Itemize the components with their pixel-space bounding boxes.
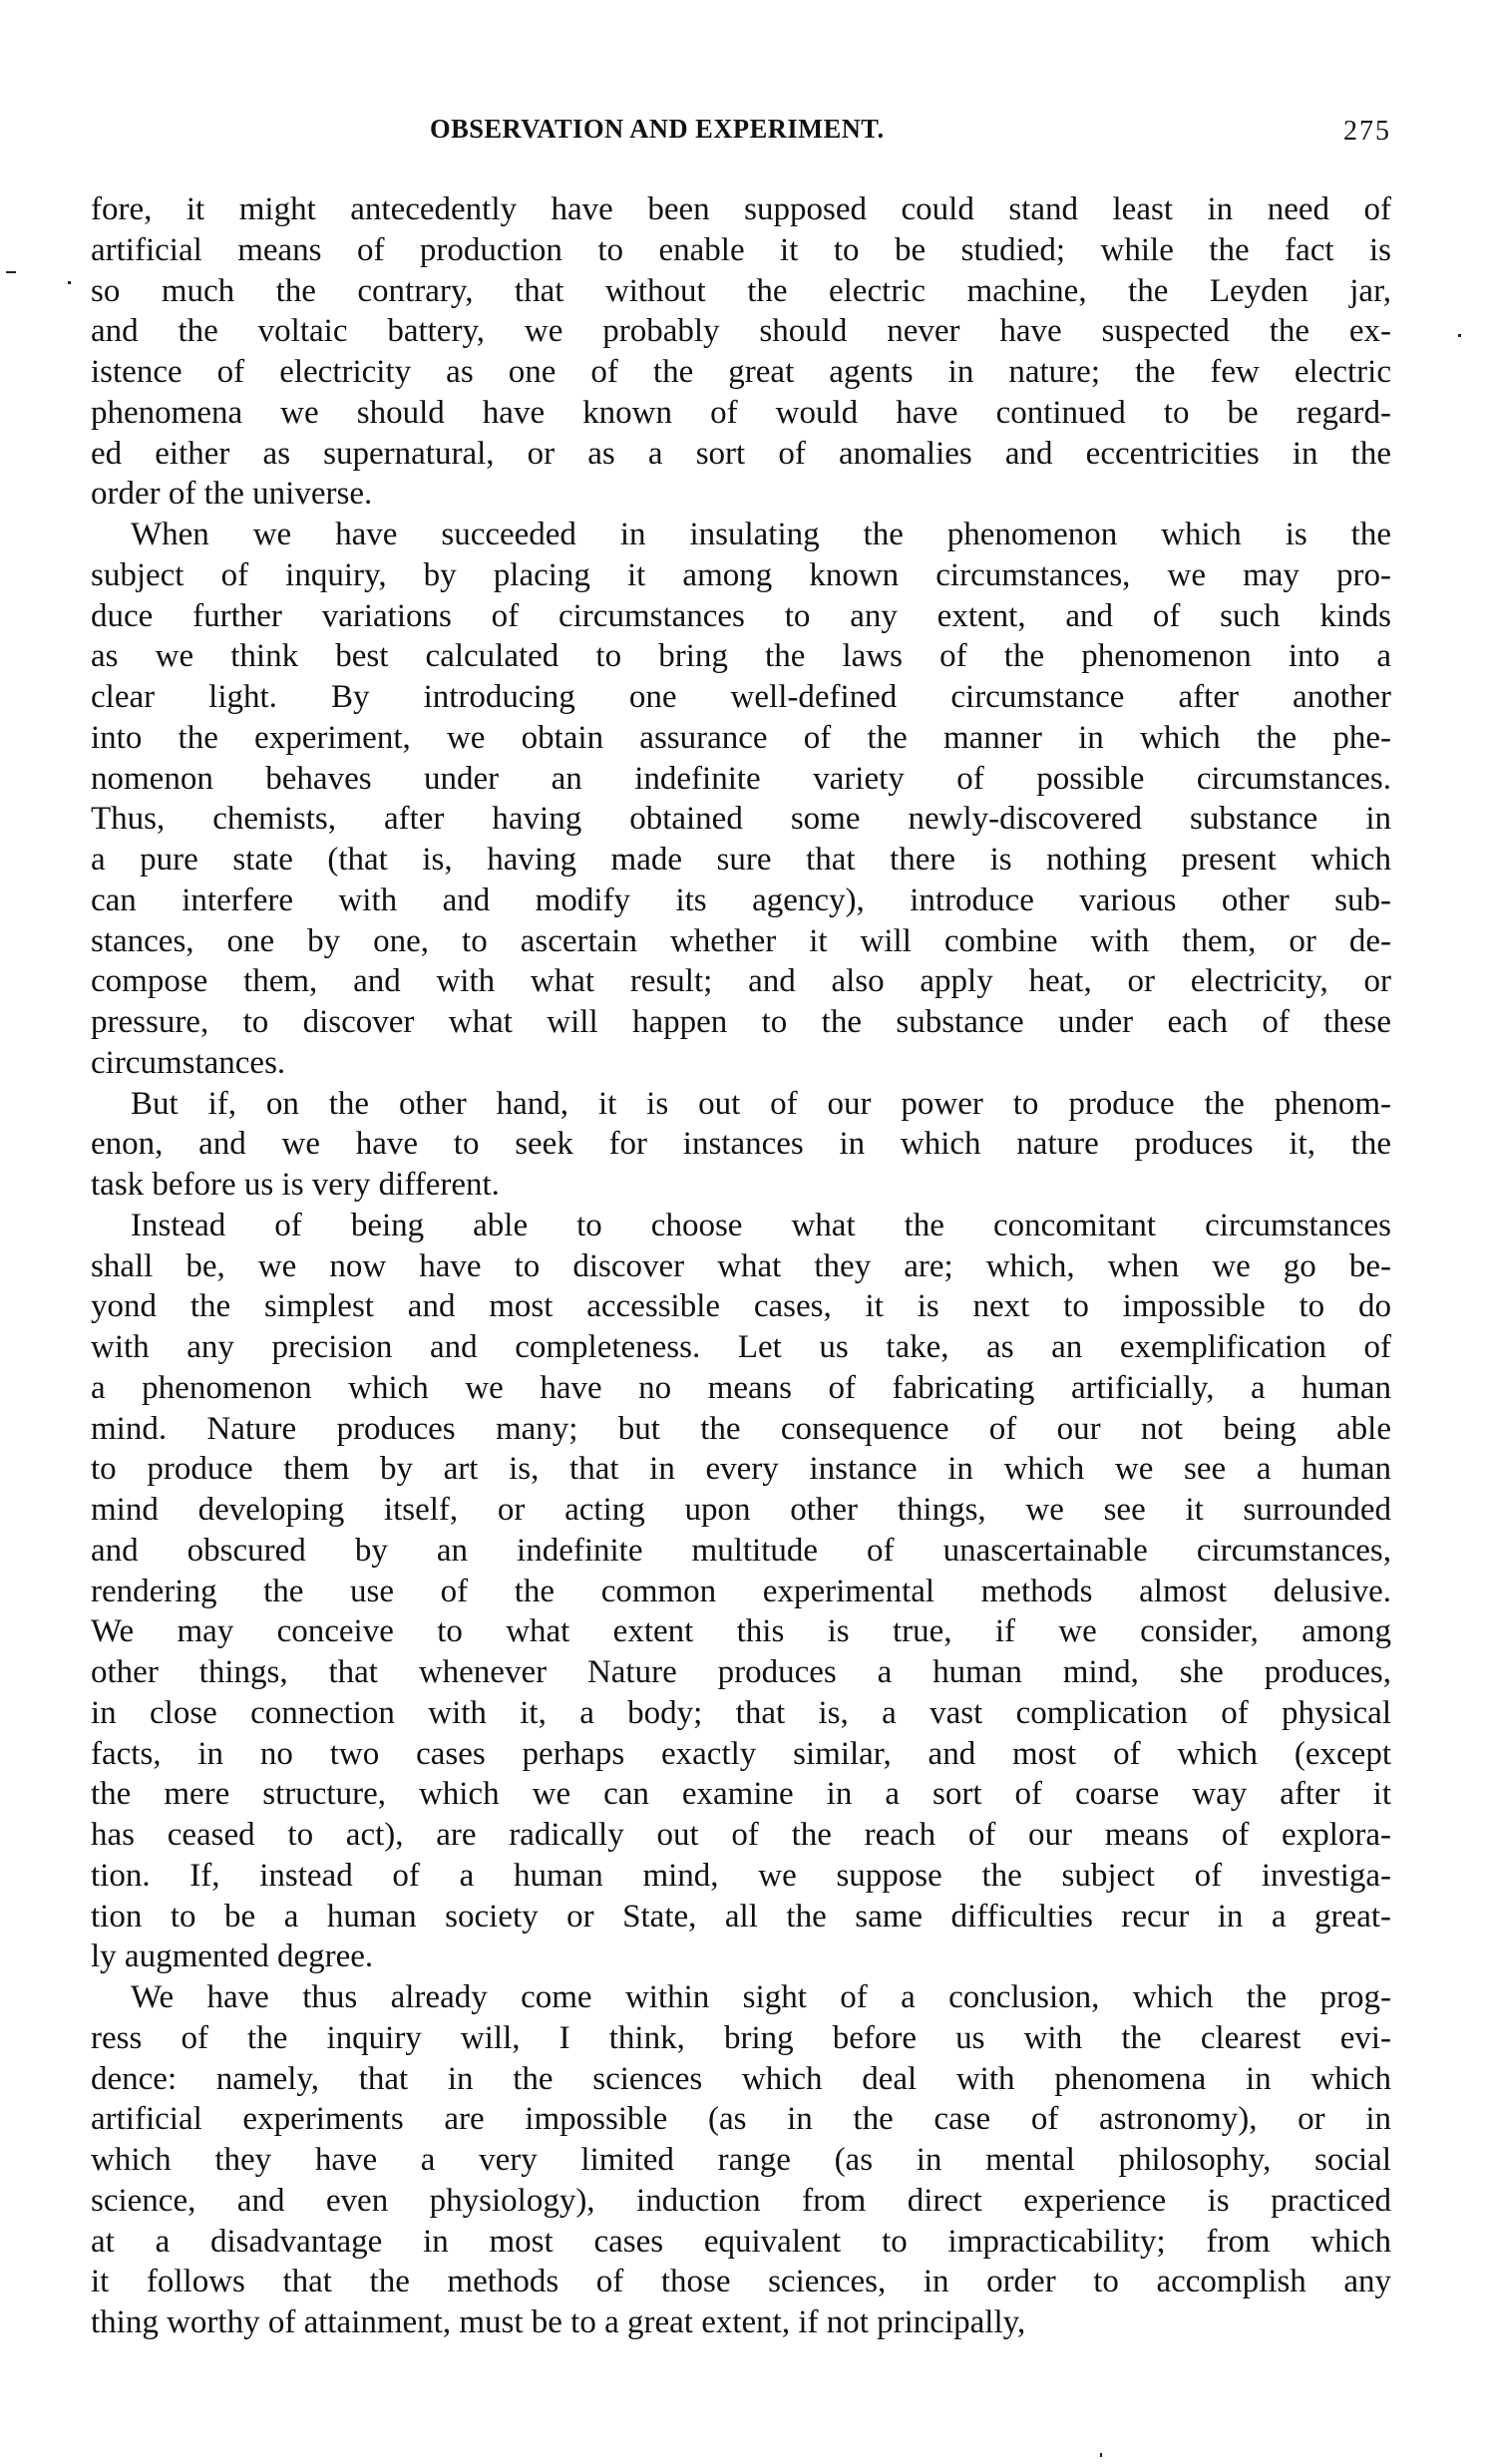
text-line-content: duce further variations of circumstances to any extent, and of such kinds (91, 597, 1391, 634)
text-line (91, 1572, 1391, 1612)
paragraph (91, 1084, 1391, 1206)
text-line (91, 1449, 1391, 1490)
text-line-content: nomenon behaves under an indefinite variety of possible circumstances. (91, 760, 1391, 797)
body-text (91, 189, 1391, 2343)
text-line-content: facts, in no two cases perhaps exactly similar, and most of which (except (91, 1735, 1391, 1772)
text-line-content: the mere structure, which we can examine in a sort of coarse way after it (91, 1776, 1391, 1813)
text-line-content: order of the universe. (91, 476, 373, 513)
text-line-content: has ceased to act), are radically out of the reach of our means of explora- (91, 1817, 1391, 1853)
scan-speck (68, 281, 71, 284)
text-line (91, 555, 1391, 596)
text-line (91, 352, 1391, 393)
text-line-content: it follows that the methods of those sciences, in order to accomplish any (91, 2264, 1391, 2300)
text-line-content: dence: namely, that in the sciences which deal with phenomena in which (91, 2060, 1391, 2097)
text-line (91, 677, 1391, 718)
text-line (91, 1368, 1391, 1409)
text-line-content: with any precision and completeness. Let us take, as an exemplification of (91, 1329, 1391, 1365)
text-line-content: to produce them by art is, that in every instance in which we see a human (91, 1451, 1391, 1488)
text-line-content: into the experiment, we obtain assurance of the manner in which the phe- (91, 719, 1391, 756)
text-line (91, 2140, 1391, 2181)
page-number: 275 (1343, 116, 1391, 147)
text-line (91, 2018, 1391, 2059)
text-line (91, 1286, 1391, 1327)
running-head (91, 114, 1391, 148)
paragraph (91, 189, 1391, 515)
text-line (91, 1206, 1391, 1246)
text-line-content: science, and even physiology), induction from direct experience is practiced (91, 2182, 1391, 2219)
text-line (91, 1002, 1391, 1043)
text-line (91, 921, 1391, 962)
paragraph (91, 1206, 1391, 1977)
text-line (91, 2181, 1391, 2222)
text-line (91, 759, 1391, 800)
text-line (91, 1936, 1391, 1977)
text-line-content: pressure, to discover what will happen to the substance under each of these (91, 1004, 1391, 1040)
text-line-content: But if, on the other hand, it is out of our power to produce the phenom- (131, 1085, 1391, 1122)
text-line-content: ed either as supernatural, or as a sort of anomalies and eccentricities in the (91, 435, 1391, 472)
text-line (91, 1734, 1391, 1775)
text-line (91, 1652, 1391, 1693)
paragraph (91, 515, 1391, 1084)
text-line (91, 840, 1391, 880)
text-line-content: ly augmented degree. (91, 1938, 374, 1975)
text-line-content: and obscured by an indefinite multitude of unascertainable circumstances, (91, 1532, 1391, 1569)
text-line-content: artificial experiments are impossible (as in the case of astronomy), or in (91, 2101, 1391, 2138)
text-line (91, 271, 1391, 312)
text-line-content: clear light. By introducing one well-defined circumstance after another (91, 679, 1391, 715)
text-line-content: task before us is very different. (91, 1167, 500, 1203)
text-line-content: circumstances. (91, 1044, 286, 1081)
text-line-content: enon, and we have to seek for instances in which nature produces it, the (91, 1126, 1391, 1163)
text-line (91, 1084, 1391, 1125)
scan-speck (1458, 334, 1461, 337)
text-line-content: can interfere with and modify its agency), introduce various other sub- (91, 881, 1391, 918)
scan-speck (6, 271, 16, 273)
text-line-content: ress of the inquiry will, I think, bring before us with the clearest evi- (91, 2019, 1391, 2056)
text-line-content: Instead of being able to choose what the concomitant circumstances (131, 1207, 1391, 1243)
text-line (91, 474, 1391, 515)
text-line (91, 393, 1391, 434)
text-line (91, 1856, 1391, 1897)
text-line-content: subject of inquiry, by placing it among known circumstances, we may pro- (91, 556, 1391, 593)
text-line (91, 311, 1391, 352)
text-line-content: stances, one by one, to ascertain whether it will combine with them, or de- (91, 922, 1391, 959)
text-line (91, 636, 1391, 677)
text-line (91, 230, 1391, 271)
text-line-content: thing worthy of attainment, must be to a great extent, if not principally, (91, 2304, 1026, 2340)
text-line (91, 799, 1391, 840)
text-line-content: a pure state (that is, having made sure that there is nothing present which (91, 842, 1391, 878)
text-line-content: in close connection with it, a body; that is, a vast complication of physical (91, 1694, 1391, 1731)
text-line-content: at a disadvantage in most cases equivalent to impracticability; from which (91, 2223, 1391, 2260)
text-line-content: as we think best calculated to bring the laws of the phenomenon into a (91, 638, 1391, 675)
text-line (91, 1774, 1391, 1815)
text-line (91, 1815, 1391, 1856)
text-line (91, 189, 1391, 230)
text-line-content: fore, it might antecedently have been supposed could stand least in need of (91, 191, 1391, 227)
text-line (91, 2262, 1391, 2302)
scan-speck (1100, 2453, 1102, 2457)
text-line-content: mind. Nature produces many; but the consequence of our not being able (91, 1410, 1391, 1447)
text-line (91, 2059, 1391, 2100)
text-line-content: When we have succeeded in insulating the phenomenon which is the (131, 517, 1391, 552)
text-line-content: other things, that whenever Nature produces a human mind, she produces, (91, 1654, 1391, 1690)
text-line-content: We may conceive to what extent this is true, if we consider, among (91, 1613, 1391, 1650)
text-line (91, 1897, 1391, 1937)
text-line (91, 1165, 1391, 1206)
text-line (91, 515, 1391, 555)
text-line-content: and the voltaic battery, we probably should never have suspected the ex- (91, 313, 1391, 350)
text-line (91, 1611, 1391, 1652)
text-line (91, 434, 1391, 475)
text-line-content: tion. If, instead of a human mind, we suppose the subject of investiga- (91, 1857, 1391, 1894)
text-line-content: phenomena we should have known of would have continued to be regard- (91, 394, 1391, 431)
text-line (91, 596, 1391, 637)
text-line (91, 2302, 1391, 2343)
text-line (91, 880, 1391, 921)
text-line-content: mind developing itself, or acting upon other things, we see it surrounded (91, 1492, 1391, 1528)
running-head-title: OBSERVATION AND EXPERIMENT. (430, 114, 885, 144)
text-line (91, 1490, 1391, 1531)
text-line-content: shall be, we now have to discover what they are; which, when we go be- (91, 1247, 1391, 1284)
text-line (91, 1246, 1391, 1287)
text-line (91, 1531, 1391, 1572)
text-line (91, 1693, 1391, 1734)
text-line (91, 1327, 1391, 1368)
text-line (91, 1977, 1391, 2018)
text-line (91, 1124, 1391, 1165)
text-line (91, 1043, 1391, 1084)
text-line (91, 1409, 1391, 1450)
text-line-content: rendering the use of the common experimental methods almost delusive. (91, 1573, 1391, 1609)
text-line-content: istence of electricity as one of the great agents in nature; the few electric (91, 354, 1391, 390)
text-line-content: We have thus already come within sight of a conclusion, which the prog- (131, 1979, 1391, 2015)
text-line-content: yond the simplest and most accessible cases, it is next to impossible to do (91, 1288, 1391, 1325)
text-line-content: artificial means of production to enable it to be studied; while the fact is (91, 231, 1391, 268)
text-line-content: which they have a very limited range (as in mental philosophy, social (91, 2142, 1391, 2178)
text-line (91, 2099, 1391, 2140)
text-line (91, 2222, 1391, 2263)
text-line-content: tion to be a human society or State, all the same difficulties recur in a great- (91, 1898, 1391, 1935)
text-line-content: so much the contrary, that without the electric machine, the Leyden jar, (91, 272, 1391, 309)
text-line-content: a phenomenon which we have no means of fabricating artificially, a human (91, 1369, 1391, 1406)
text-line (91, 961, 1391, 1002)
text-line (91, 718, 1391, 759)
paragraph (91, 1977, 1391, 2343)
text-line-content: Thus, chemists, after having obtained some newly-discovered substance in (91, 801, 1391, 838)
text-line-content: compose them, and with what result; and also apply heat, or electricity, or (91, 963, 1391, 1000)
